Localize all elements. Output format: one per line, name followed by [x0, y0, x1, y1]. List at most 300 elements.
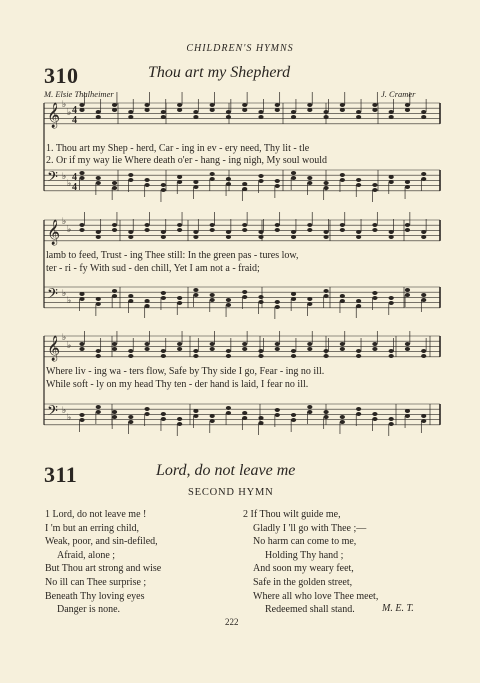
- note-head: [144, 412, 149, 416]
- note-head: [79, 297, 84, 301]
- note-head: [112, 410, 117, 414]
- note-head: [323, 181, 328, 185]
- note-head: [96, 410, 101, 414]
- note-head: [144, 223, 149, 227]
- note-head: [307, 108, 312, 112]
- author-credit: M. Elsie Thalheimer: [44, 89, 114, 99]
- note-head: [323, 294, 328, 298]
- note-head: [210, 228, 215, 232]
- flat-icon: ♭: [67, 107, 72, 117]
- note-head: [128, 110, 133, 114]
- note-head: [356, 304, 361, 308]
- note-head: [112, 108, 117, 112]
- note-head: [291, 176, 296, 180]
- note-head: [177, 223, 182, 227]
- note-head: [421, 235, 426, 239]
- note-head: [112, 289, 117, 293]
- note-head: [210, 223, 215, 227]
- note-head: [112, 103, 117, 107]
- note-head: [144, 299, 149, 303]
- note-head: [193, 349, 198, 353]
- note-head: [226, 303, 231, 307]
- bass-clef-icon: 𝄢: [47, 403, 58, 423]
- note-head: [128, 173, 133, 177]
- note-head: [144, 407, 149, 411]
- note-head: [161, 349, 166, 353]
- note-head: [258, 416, 263, 420]
- note-head: [79, 176, 84, 180]
- note-head: [226, 177, 231, 181]
- note-head: [389, 110, 394, 114]
- time-signature: 4: [72, 115, 77, 126]
- note-head: [112, 347, 117, 351]
- stanza2-line: And soon my weary feet,: [253, 563, 354, 575]
- note-head: [193, 180, 198, 184]
- note-head: [161, 230, 166, 234]
- note-head: [79, 223, 84, 227]
- note-head: [275, 223, 280, 227]
- note-head: [193, 414, 198, 418]
- note-head: [291, 354, 296, 358]
- note-head: [307, 302, 312, 306]
- note-head: [161, 354, 166, 358]
- flat-icon: ♭: [67, 295, 72, 305]
- note-head: [79, 103, 84, 107]
- note-head: [144, 178, 149, 182]
- note-head: [291, 115, 296, 119]
- note-head: [226, 411, 231, 415]
- note-head: [275, 413, 280, 417]
- note-head: [372, 228, 377, 232]
- note-head: [356, 407, 361, 411]
- note-head: [79, 342, 84, 346]
- note-head: [210, 172, 215, 176]
- note-head: [340, 103, 345, 107]
- note-head: [356, 115, 361, 119]
- note-head: [193, 409, 198, 413]
- note-head: [112, 415, 117, 419]
- note-head: [242, 416, 247, 420]
- note-head: [193, 293, 198, 297]
- note-head: [340, 178, 345, 182]
- note-head: [389, 230, 394, 234]
- note-head: [112, 342, 117, 346]
- stanza1-line: But Thou art strong and wise: [45, 563, 162, 575]
- note-head: [96, 230, 101, 234]
- note-head: [421, 419, 426, 423]
- note-head: [193, 235, 198, 239]
- note-head: [323, 186, 328, 190]
- note-head: [372, 103, 377, 107]
- treble-clef-icon: 𝄞: [47, 103, 61, 128]
- note-head: [258, 354, 263, 358]
- stanza2-line: Where all who love Thee meet,: [253, 590, 379, 602]
- note-head: [210, 419, 215, 423]
- note-head: [389, 349, 394, 353]
- note-head: [307, 347, 312, 351]
- note-head: [128, 349, 133, 353]
- note-head: [323, 349, 328, 353]
- note-head: [275, 179, 280, 183]
- note-head: [307, 405, 312, 409]
- note-head: [291, 110, 296, 114]
- note-head: [372, 412, 377, 416]
- note-head: [258, 235, 263, 239]
- note-head: [389, 354, 394, 358]
- note-head: [356, 354, 361, 358]
- note-head: [275, 300, 280, 304]
- stanza2-line: Safe in the golden street,: [253, 577, 353, 588]
- note-head: [323, 289, 328, 293]
- time-signature: 4: [72, 105, 77, 116]
- note-head: [161, 417, 166, 421]
- note-head: [307, 181, 312, 185]
- note-head: [242, 290, 247, 294]
- note-head: [323, 354, 328, 358]
- note-head: [242, 108, 247, 112]
- note-head: [291, 171, 296, 175]
- note-head: [144, 103, 149, 107]
- note-head: [372, 347, 377, 351]
- flat-icon: ♭: [62, 405, 67, 415]
- note-head: [128, 178, 133, 182]
- note-head: [405, 293, 410, 297]
- note-head: [177, 347, 182, 351]
- note-head: [161, 115, 166, 119]
- note-head: [340, 223, 345, 227]
- note-head: [405, 185, 410, 189]
- stanza1-line: Weak, poor, and sin-defiled,: [45, 536, 158, 548]
- note-head: [226, 235, 231, 239]
- note-head: [405, 409, 410, 413]
- note-head: [405, 223, 410, 227]
- note-head: [275, 103, 280, 107]
- note-head: [372, 342, 377, 346]
- note-head: [193, 288, 198, 292]
- note-head: [258, 300, 263, 304]
- note-head: [405, 347, 410, 351]
- note-head: [421, 354, 426, 358]
- note-head: [356, 230, 361, 234]
- time-signature: 4: [72, 182, 77, 193]
- note-head: [128, 230, 133, 234]
- note-head: [323, 415, 328, 419]
- note-head: [96, 297, 101, 301]
- note-head: [128, 354, 133, 358]
- flat-icon: ♭: [62, 332, 67, 342]
- note-head: [340, 294, 345, 298]
- note-head: [242, 295, 247, 299]
- note-head: [161, 412, 166, 416]
- page-number: 222: [225, 617, 239, 627]
- note-head: [307, 297, 312, 301]
- note-head: [421, 230, 426, 234]
- note-head: [291, 418, 296, 422]
- note-head: [291, 292, 296, 296]
- note-head: [79, 171, 84, 175]
- treble-clef-icon: 𝄞: [47, 220, 61, 245]
- hymn-title-310: Thou art my Shepherd: [148, 64, 291, 81]
- note-head: [291, 413, 296, 417]
- note-head: [128, 235, 133, 239]
- note-head: [405, 342, 410, 346]
- note-head: [307, 410, 312, 414]
- note-head: [226, 354, 231, 358]
- note-head: [389, 417, 394, 421]
- note-head: [405, 414, 410, 418]
- note-head: [226, 298, 231, 302]
- note-head: [307, 342, 312, 346]
- note-head: [291, 349, 296, 353]
- note-head: [372, 417, 377, 421]
- flat-icon: ♭: [67, 178, 72, 188]
- time-signature: 4: [72, 172, 77, 183]
- note-head: [275, 184, 280, 188]
- note-head: [161, 291, 166, 295]
- note-head: [356, 412, 361, 416]
- note-head: [144, 228, 149, 232]
- note-head: [96, 115, 101, 119]
- note-head: [96, 302, 101, 306]
- stanza1-line: 1 Lord, do not leave me !: [45, 509, 147, 520]
- note-head: [323, 115, 328, 119]
- stanza2-line: Gladly I 'll go with Thee ;—: [253, 522, 367, 534]
- note-head: [226, 115, 231, 119]
- note-head: [210, 108, 215, 112]
- note-head: [258, 179, 263, 183]
- note-head: [258, 295, 263, 299]
- note-head: [128, 294, 133, 298]
- note-head: [389, 301, 394, 305]
- note-head: [112, 294, 117, 298]
- flat-icon: ♭: [62, 288, 67, 298]
- note-head: [193, 354, 198, 358]
- note-head: [242, 342, 247, 346]
- note-head: [307, 103, 312, 107]
- note-head: [323, 230, 328, 234]
- note-head: [323, 410, 328, 414]
- note-head: [307, 176, 312, 180]
- note-head: [144, 342, 149, 346]
- note-head: [210, 103, 215, 107]
- note-head: [340, 299, 345, 303]
- note-head: [307, 228, 312, 232]
- note-head: [210, 347, 215, 351]
- note-head: [372, 183, 377, 187]
- note-head: [275, 408, 280, 412]
- note-head: [421, 298, 426, 302]
- note-head: [389, 175, 394, 179]
- note-head: [242, 103, 247, 107]
- note-head: [193, 115, 198, 119]
- note-head: [79, 108, 84, 112]
- note-head: [177, 180, 182, 184]
- note-head: [291, 297, 296, 301]
- note-head: [226, 182, 231, 186]
- note-head: [389, 296, 394, 300]
- note-head: [389, 115, 394, 119]
- note-head: [323, 110, 328, 114]
- note-head: [421, 414, 426, 418]
- running-head: CHILDREN'S HYMNS: [186, 43, 294, 54]
- bass-clef-icon: 𝄢: [47, 169, 58, 189]
- note-head: [112, 223, 117, 227]
- note-head: [275, 108, 280, 112]
- note-head: [96, 354, 101, 358]
- flat-icon: ♭: [67, 224, 72, 234]
- note-head: [112, 186, 117, 190]
- note-head: [258, 349, 263, 353]
- flat-icon: ♭: [67, 412, 72, 422]
- note-head: [96, 181, 101, 185]
- note-head: [421, 110, 426, 114]
- note-head: [79, 413, 84, 417]
- note-head: [258, 110, 263, 114]
- note-head: [193, 185, 198, 189]
- note-head: [405, 180, 410, 184]
- note-head: [96, 110, 101, 114]
- note-head: [177, 417, 182, 421]
- note-head: [421, 172, 426, 176]
- note-head: [128, 415, 133, 419]
- note-head: [242, 187, 247, 191]
- lyric-s3-v2: While soft - ly on my head Thy ten - der hand is laid, I fear no ill.: [46, 379, 309, 390]
- note-head: [226, 110, 231, 114]
- note-head: [389, 235, 394, 239]
- stanza1-line: Danger is none.: [57, 604, 121, 616]
- note-head: [128, 420, 133, 424]
- note-head: [79, 347, 84, 351]
- note-head: [258, 174, 263, 178]
- note-head: [372, 296, 377, 300]
- note-head: [226, 349, 231, 353]
- note-head: [421, 177, 426, 181]
- note-head: [79, 418, 84, 422]
- note-head: [177, 342, 182, 346]
- note-head: [210, 293, 215, 297]
- note-head: [112, 228, 117, 232]
- stanza2-line: Holding Thy hand ;: [265, 549, 344, 561]
- note-head: [128, 115, 133, 119]
- stanza2-line: No harm can come to me,: [253, 536, 357, 548]
- note-head: [291, 230, 296, 234]
- note-head: [356, 178, 361, 182]
- flat-icon: ♭: [62, 99, 67, 109]
- note-head: [258, 230, 263, 234]
- stanza1-line: Afraid, alone ;: [57, 549, 116, 561]
- note-head: [177, 296, 182, 300]
- stanza1-line: Beneath Thy loving eyes: [45, 590, 145, 602]
- note-head: [177, 175, 182, 179]
- note-head: [210, 342, 215, 346]
- note-head: [128, 299, 133, 303]
- hymn-number-311: 311: [44, 462, 78, 487]
- composer-credit: J. Cramer: [381, 89, 416, 99]
- lyric-s2-v1: lamb to feed, Trust - ing Thee still: In the green pas - tures low,: [46, 250, 299, 261]
- hymn-title-311: Lord, do not leave me: [156, 462, 296, 479]
- note-head: [275, 347, 280, 351]
- note-head: [275, 305, 280, 309]
- note-head: [307, 223, 312, 227]
- note-head: [340, 342, 345, 346]
- note-head: [340, 415, 345, 419]
- note-head: [405, 228, 410, 232]
- note-head: [161, 183, 166, 187]
- note-head: [96, 349, 101, 353]
- note-head: [340, 347, 345, 351]
- note-head: [193, 110, 198, 114]
- note-head: [242, 411, 247, 415]
- note-head: [144, 108, 149, 112]
- lyric-s1-v1: 1. Thou art my Shep - herd, Car - ing in ev - ery need, Thy lit - tle: [46, 143, 310, 154]
- note-head: [161, 296, 166, 300]
- note-head: [275, 342, 280, 346]
- note-head: [340, 420, 345, 424]
- flat-icon: ♭: [62, 216, 67, 226]
- note-head: [210, 298, 215, 302]
- treble-clef-icon: 𝄞: [47, 336, 61, 361]
- note-head: [421, 115, 426, 119]
- hymn-number-310: 310: [44, 63, 79, 88]
- lyric-s3-v1: Where liv - ing wa - ters flow, Safe by Thy side I go, Fear - ing no ill.: [46, 366, 325, 377]
- bass-clef-icon: 𝄢: [47, 286, 58, 306]
- note-head: [177, 301, 182, 305]
- note-head: [372, 188, 377, 192]
- note-head: [144, 304, 149, 308]
- signature: M. E. T.: [382, 603, 414, 614]
- note-head: [372, 223, 377, 227]
- note-head: [405, 108, 410, 112]
- note-head: [356, 299, 361, 303]
- note-head: [389, 422, 394, 426]
- note-head: [177, 108, 182, 112]
- note-head: [405, 288, 410, 292]
- note-head: [210, 177, 215, 181]
- note-head: [161, 235, 166, 239]
- stanza1-line: No ill can Thee surprise ;: [45, 577, 147, 588]
- hymn-subtitle: SECOND HYMN: [188, 487, 274, 498]
- lyric-s2-v2: ter - ri - fy With sud - den chill, Yet I am not a - fraid;: [46, 263, 260, 274]
- note-head: [258, 421, 263, 425]
- note-head: [193, 230, 198, 234]
- note-head: [79, 292, 84, 296]
- note-head: [177, 228, 182, 232]
- note-head: [79, 228, 84, 232]
- note-head: [161, 110, 166, 114]
- note-head: [405, 103, 410, 107]
- note-head: [421, 293, 426, 297]
- lyric-s1-v2: 2. Or if my way lie Where death o'er - hang - ing nigh, My soul would: [46, 155, 328, 166]
- note-head: [340, 228, 345, 232]
- note-head: [340, 108, 345, 112]
- note-head: [389, 180, 394, 184]
- note-head: [177, 422, 182, 426]
- note-head: [144, 183, 149, 187]
- note-head: [258, 115, 263, 119]
- note-head: [96, 405, 101, 409]
- note-head: [356, 110, 361, 114]
- note-head: [421, 349, 426, 353]
- note-head: [372, 291, 377, 295]
- note-head: [226, 406, 231, 410]
- note-head: [161, 188, 166, 192]
- note-head: [112, 181, 117, 185]
- note-head: [291, 235, 296, 239]
- note-head: [372, 108, 377, 112]
- note-head: [226, 230, 231, 234]
- note-head: [242, 228, 247, 232]
- note-head: [340, 173, 345, 177]
